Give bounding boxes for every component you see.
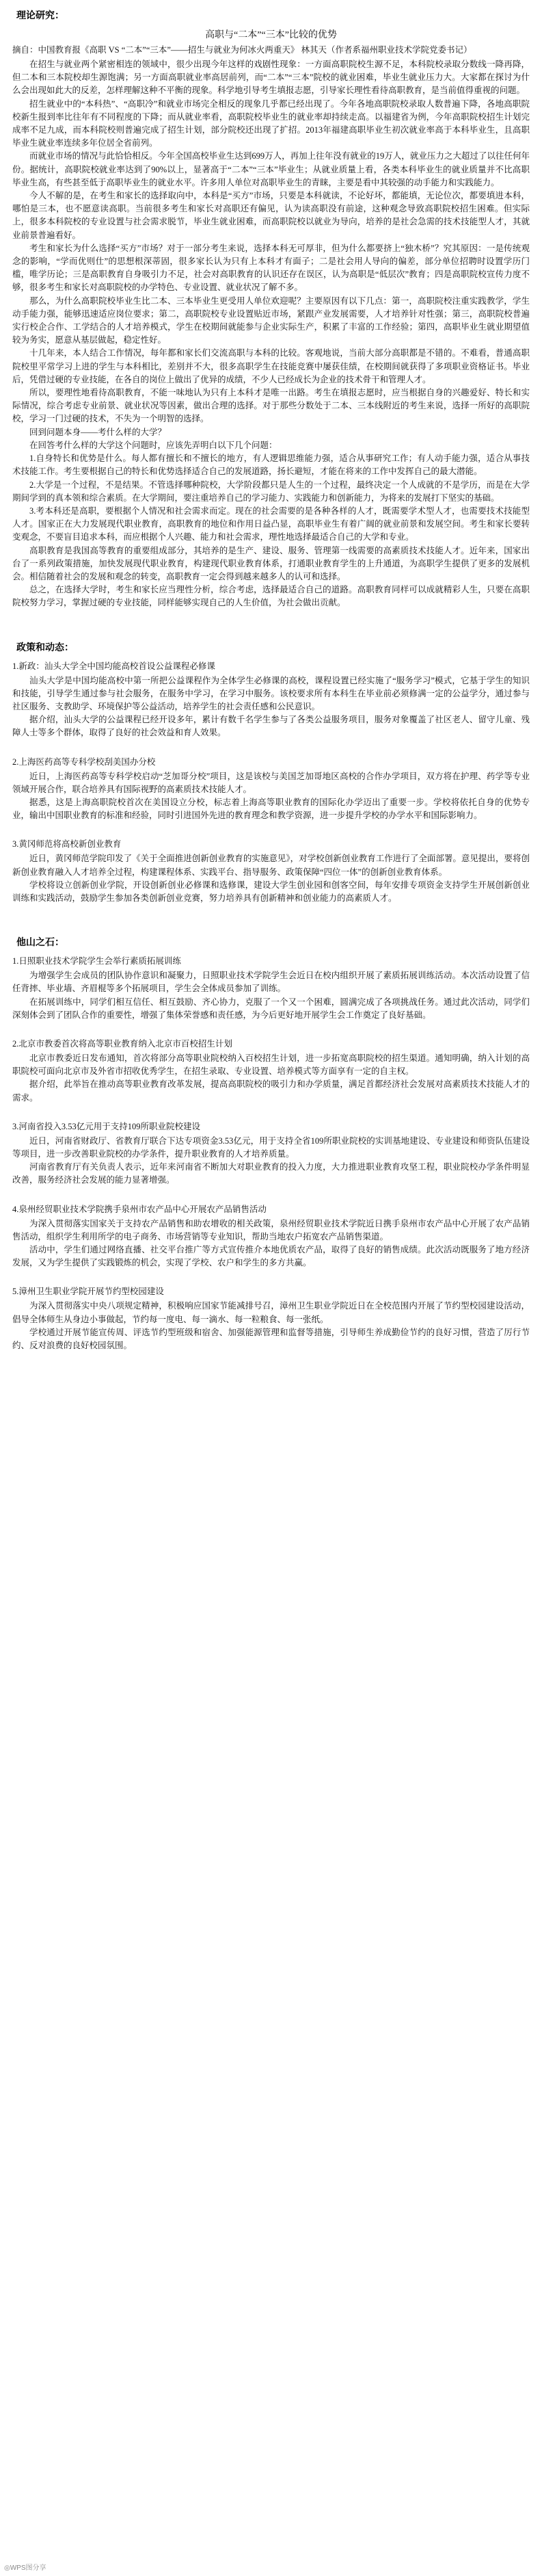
policy-heading: 政策和动态： [16,641,74,653]
body-paragraph: 近日，上海医药高等专科学校启动“芝加哥分校”项目，这是该校与美国芝加哥地区高校的合作办学项目，双方将在护理、药学等专业领域开展合作，联合培养具有国际视野的高素质技术技能人才。 [12,771,530,794]
body-paragraph: 活动中，学生们通过网络直播、社交平台推广等方式宣传推介本地优质农产品，取得了良好的销售成绩。此次活动既服务了地方经济发展，又为学生提供了实践锻炼的机会，实现了学校、农户和学生的多方共赢。 [12,1245,530,1268]
body-paragraph: 那么，为什么高职院校毕业生比二本、三本毕业生更受用人单位欢迎呢？主要原因有以下几点：第一，高职院校注重实践教学，学生动手能力强，能够迅速适应岗位要求；第二，高职院校专业设置贴近市场，紧跟产业发展需要，人才培养针对性强；第三，高职院校普遍实行校企合作、工学结合的人才培养模式，学生在校期间就能参与企业实际生产，积累了丰富的工作经验；第四，高职毕业生就业期望值较为务实，愿意从基层做起，稳定性好。 [12,295,530,345]
news-item [12,1120,530,1197]
article-title: 高职与“二本”“三本”比较的优势 [205,30,337,40]
body-paragraph: 北京市教委近日发布通知，首次将部分高等职业院校纳入百校招生计划，进一步拓宽高职院校的招生渠道。通知明确，纳入计划的高职院校可面向北京市及外省市招收优秀学生，在招生录取、专业设置、培养模式等方面享有一定的自主权。 [12,1053,530,1077]
article-byline: 摘自：中国教育报《高职 VS “二本”“三本”——招生与就业为何冰火两重天》 林其天（作者系福州职业技术学院党委书记） [12,45,472,55]
body-paragraph: 河南省教育厅有关负责人表示，近年来河南省不断加大对职业教育的投入力度，大力推进职业教育攻坚工程，职业院校办学条件明显改善，服务经济社会发展的能力显著增强。 [12,1162,530,1185]
footer-watermark: ◎WPS图分享 [4,2564,46,2572]
document-page [12,8,530,1352]
body-paragraph: 据介绍，汕头大学的公益课程已经开设多年，累计有数千名学生参与了各类公益服务项目，服务对象覆盖了社区老人、留守儿童、残障人士等多个群体，取得了良好的社会效益和育人效果。 [12,715,530,738]
body-paragraph: 2.大学是一个过程，不是结果。不管选择哪种院校，大学阶段都只是人生的一个过程，最终决定一个人成就的不是学历，而是在大学期间学到的真本领和综合素质。在大学期间，要注重培养自己的学习能力、实践能力和创新能力，为将来的发展打下坚实的基础。 [12,479,530,503]
theory-section [12,8,530,610]
item-title: 2.上海医药高等专科学校刮美国办分校 [12,757,156,767]
body-paragraph: 1.自身特长和优势是什么。每人都有擅长和不擅长的地方，有人逻辑思维能力强，适合从事研究工作；有人动手能力强，适合从事技术技能工作。考生要根据自己的特长和优势选择适合自己的发展道路，扬长避短，才能在将来的工作中发挥自己的最大潜能。 [12,454,530,477]
item-title: 5.漳州卫生职业学院开展节约型校园建设 [12,1287,164,1297]
item-title: 4.泉州经贸职业技术学院携手泉州市农产品中心开展农产品销售活动 [12,1204,267,1214]
news-item [12,837,530,905]
news-item [12,755,530,832]
news-list [12,954,530,1352]
body-paragraph: 为增强学生会成员的团队协作意识和凝聚力，日照职业技术学院学生会近日在校内组织开展了素质拓展训练活动。本次活动设置了信任背摔、毕业墙、齐眉棍等多个拓展项目，学生会全体成员参加了训练。 [12,971,530,994]
news-item [12,1285,530,1352]
news-item [12,659,530,750]
news-item [12,954,530,1031]
body-paragraph: 今人不解的是，在考生和家长的选择取向中，本科是“买方”市场，只要是本科就读，不论好坏，都能填，无论位次，都要填进本科，哪怕是三本，也不愿意读高职。当前很多考生和家长对高职还有偏见，认为读高职没有前途，这种观念导致高职院校招生困难。但实际上，很多本科院校的专业设置与社会需求脱节，毕业生就业困难，而高职院校以就业为导向，培养的是社会急需的技术技能型人才，其就业前景普遍看好。 [12,191,530,240]
body-paragraph: 据悉，这是上海高职院校首次在美国设立分校，标志着上海高等职业教育的国际化办学迈出了重要一步。学校将依托自身的优势专业，输出中国职业教育的标准和经验，同时引进国外先进的教育理念和教学资源，进一步提升学校的办学水平和国际影响力。 [12,797,530,821]
news-item [12,1037,530,1114]
body-paragraph: 据介绍，此举旨在推动高等职业教育改革发展，提高高职院校的吸引力和办学质量，满足首都经济社会发展对高素质技术技能人才的需求。 [12,1079,530,1103]
body-paragraph: 为深入贯彻落实国家关于支持农产品销售和助农增收的相关政策，泉州经贸职业技术学院近日携手泉州市农产品中心开展了农产品销售活动，组织学生利用所学的电子商务、市场营销等专业知识，帮助当地农户拓宽农产品销售渠道。 [12,1218,530,1241]
news-section [12,935,530,1352]
policy-section [12,640,530,906]
body-paragraph: 而就业市场的情况与此恰恰相反。今年全国高校毕业生达到699万人，再加上往年没有就业的19万人，就业压力之大超过了以往任何年份。据统计，高职院校就业率达到了90%以上，显著高于“二本”“三本”毕业生；从就业质量上看，各类本科毕业生的就业质量并不比高职毕业生高，有些甚至低于高职毕业生的就业水平。许多用人单位对高职毕业生的青睐，主要是看中其较强的动手能力和实践能力。 [12,151,530,187]
body-paragraph: 近日，河南省财政厅、省教育厅联合下达专项资金3.53亿元，用于支持全省109所职业院校的实训基地建设、专业建设和师资队伍建设等项目，进一步改善职业院校的办学条件，提升职业教育的人才培养质量。 [12,1135,530,1159]
body-paragraph: 招生就业中的“本科热”、“高职冷”和就业市场完全相反的现象几乎都已经出现了。今年各地高职院校录取人数普遍下降，各地高职院校新生报到率比往年有不同程度的下降；而从就业率看，高职院校毕业生的就业率却持续走高。以福建省为例，今年高职院校招生计划完成率不足九成，而本科院校则普遍完成了招生计划，部分院校还出现了扩招。2013年福建高职毕业生初次就业率高于本科毕业生，且高职毕业生就业率连续多年位居全省前列。 [12,98,530,148]
body-paragraph: 为深入贯彻落实中央八项规定精神，积极响应国家节能减排号召，漳州卫生职业学院近日在全校范围内开展了节约型校园建设活动，倡导全体师生从身边小事做起，节约每一度电、每一滴水、每一粒粮食、每一张纸。 [12,1301,530,1324]
body-paragraph: 所以，要理性地看待高职教育，不能一味地认为只有上本科才是唯一出路。考生在填报志愿时，应当根据自身的兴趣爱好、特长和实际情况，综合考虑专业前景、就业状况等因素，做出合理的选择。对于那些分数处于二本、三本线附近的考生来说，选择一所好的高职院校，学习一门过硬的技术，不失为一个明智的选择。 [12,388,530,424]
item-title: 3.黄冈师范将高校新创业教育 [12,839,122,850]
policy-list [12,659,530,906]
news-heading: 他山之石： [16,936,64,948]
body-paragraph: 在回答考什么样的大学这个问题时，应该先弄明白以下几个问题： [29,440,277,450]
body-paragraph: 3.考本科还是高职，要根据个人情况和社会需求而定。现在的社会需要的是各种各样的人才，既需要学术型人才，也需要技术技能型人才。国家正在大力发展现代职业教育，高职教育的地位和作用日益凸显，高职毕业生有着广阔的就业前景和发展空间。考生和家长要转变观念，不要盲目追求本科，而应根据个人兴趣、能力和社会需求，理性地选择最适合自己的大学和专业。 [12,505,530,542]
item-title: 1.日照职业技术学院学生会举行素质拓展训练 [12,956,181,967]
body-paragraph: 学校将设立创新创业学院，开设创新创业必修课和选修课，建设大学生创业园和创客空间，每年安排专项资金支持学生开展创新创业训练和实践活动，鼓励学生参加各类创新创业竞赛，努力培养具有创新精神和创业能力的高素质人才。 [12,880,530,903]
body-paragraph: 在招生与就业两个紧密相连的领域中，很少出现今年这样的戏剧性现象：一方面高职院校生源不足，本科院校录取分数线一降再降，但二本和三本院校却生源饱满；另一方面高职就业率高居前列，而“二本”“三本”院校的就业困难，毕业生就业压力大。大家都在探讨为什么会出现如此大的反差，怎样理解这种不平衡的现象。科学地引导考生填报志愿，引导家长理性看待高职教育，是当前值得重视的问题。 [12,60,530,96]
body-paragraph: 总之，在选择大学时，考生和家长应当理性分析，综合考虑，选择最适合自己的道路。高职教育同样可以成就精彩人生，只要在高职院校努力学习，掌握过硬的专业技能，同样能够实现自己的人生价值，为社会做出贡献。 [12,585,530,608]
body-paragraph: 学校通过开展节能宣传周、评选节约型班级和宿舍、加强能源管理和监督等措施，引导师生养成勤俭节约的良好习惯，营造了厉行节约、反对浪费的良好校园氛围。 [12,1327,530,1351]
news-item [12,1202,530,1280]
item-title: 3.河南省投入3.53亿元用于支持109所职业院校建设 [12,1121,201,1131]
article-body [12,58,530,610]
body-paragraph: 高职教育是我国高等教育的重要组成部分，其培养的是生产、建设、服务、管理第一线需要的高素质技术技能人才。近年来，国家出台了一系列政策措施，加快发展现代职业教育，构建现代职业教育体系，打通职业教育学生的上升通道，为高职学生提供了更多的发展机会。相信随着社会的发展和观念的转变，高职教育一定会得到越来越多人的认可和选择。 [12,545,530,581]
theory-heading: 理论研究： [16,10,64,21]
body-paragraph: 汕头大学是中国均能高校中第一所把公益课程作为全体学生必修课的高校，课程设置已经实施了“服务学习”模式，它基于学生的知识和技能，引导学生通过参与社会服务，在服务中学习，在学习中服务。该校要求所有本科生在毕业前必须修满一定的公益学分，通过参与社区服务、支教助学、环境保护等公益活动，培养学生的社会责任感和公民意识。 [12,675,530,711]
item-title: 2.北京市教委首次将高等职业教育纳入北京市百校招生计划 [12,1038,232,1049]
body-paragraph: 在拓展训练中，同学们相互信任、相互鼓励、齐心协力，克服了一个又一个困难，圆满完成了各项挑战任务。通过此次活动，同学们深刻体会到了团队合作的重要性，增强了集体荣誉感和责任感，为今后更好地开展学生会工作奠定了良好基础。 [12,997,530,1020]
body-paragraph: 考生和家长为什么选择“买方”市场？对于一部分考生来说，选择本科无可厚非，但为什么都要挤上“独木桥”？究其原因：一是传统观念的影响，“学而优则仕”的思想根深蒂固，很多家长认为只有上本科才有面子；二是社会用人导向的偏差，部分单位招聘时设置学历门槛，唯学历论；三是高职教育自身吸引力不足，社会对高职教育的认识还存在误区，认为高职是“低层次”教育；四是高职院校宣传力度不够，很多考生和家长对高职院校的办学特色、专业设置、就业状况了解不多。 [12,243,530,293]
item-title: 1.新政：汕头大学全中国均能高校首设公益课程必修课 [12,661,215,671]
body-paragraph: 回到问题本身——考什么样的大学？ [29,427,167,437]
body-paragraph: 十几年来，本人结合工作情况，每年都和家长们交流高职与本科的比较。客观地说，当前大部分高职都是不错的。不难看，普通高职院校里平常学习上进的学生与本科相比，差别并不大，很多高职学生在技能竞赛中屡获佳绩，在校期间就获得了多项职业资格证书。毕业后，凭借过硬的专业技能，在各自的岗位上做出了优异的成绩，不少人已经成长为企业的技术骨干和管理人才。 [12,348,530,384]
body-paragraph: 近日，黄冈师范学院印发了《关于全面推进创新创业教育的实施意见》，对学校创新创业教育工作进行了全面部署。意见提出，要将创新创业教育融入人才培养全过程，构建课程体系、实践平台、指导服务、政策保障“四位一体”的创新创业教育体系。 [12,854,530,877]
